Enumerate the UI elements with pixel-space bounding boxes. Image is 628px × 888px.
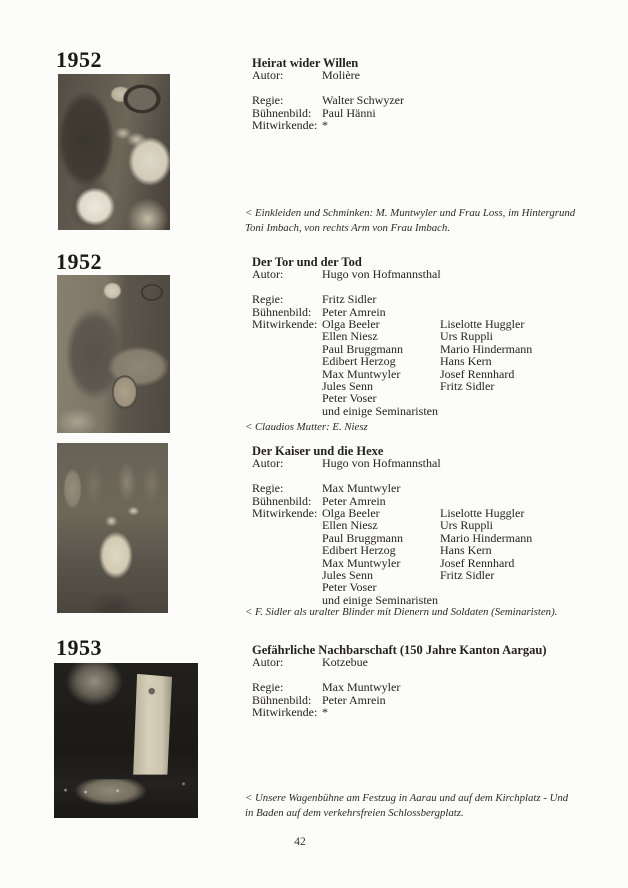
cast-column-2 (440, 318, 532, 417)
cast-member: Jules Senn (322, 379, 373, 394)
cast-member: Ellen Niesz (322, 518, 378, 533)
cast-row (252, 706, 628, 718)
cast-column-2 (440, 507, 532, 606)
caption-line: in Baden auf dem verkehrsfreien Schlossbergplatz. (245, 807, 464, 819)
photo-caption-1 (245, 206, 579, 236)
cast-member: Josef Rennhard (440, 366, 515, 381)
caption-line: < Unsere Wagenbühne am Festzug in Aarau und auf dem Kirchplatz - Und (245, 792, 569, 804)
cast-row (252, 318, 628, 417)
author-label: Autor: (252, 68, 284, 83)
spacer (252, 470, 628, 482)
cast-member: Paul Bruggmann (322, 530, 403, 545)
author-value: Hugo von Hofmannsthal (322, 267, 441, 282)
cast-member: Josef Rennhard (440, 555, 515, 570)
cast-member: Urs Ruppli (440, 518, 494, 533)
director-value: Fritz Sidler (322, 292, 377, 307)
director-value: Max Muntwyler (322, 680, 401, 695)
director-row (252, 293, 628, 305)
director-label: Regie: (252, 481, 284, 496)
author-row (252, 656, 628, 668)
caption-line: < F. Sidler als uralter Blinder mit Dienern und Soldaten (Seminaristen). (245, 606, 558, 618)
author-label: Autor: (252, 456, 284, 471)
cast-label: Mitwirkende: (252, 705, 318, 720)
cast-member: Olga Beeler (322, 317, 380, 332)
cast-member: Paul Bruggmann (322, 341, 403, 356)
cast-member: Hans Kern (440, 354, 492, 369)
author-value: Kotzebue (322, 655, 368, 670)
production-title: Heirat wider Willen (252, 56, 359, 70)
caption-line: < Einkleiden und Schminken: M. Muntwyler und Frau Loss, im Hintergrund (245, 207, 576, 219)
cast-member: Jules Senn (322, 568, 373, 583)
cast-member: Liselotte Huggler (440, 317, 525, 332)
stage-value: Peter Amrein (322, 692, 386, 707)
cast-label: Mitwirkende: (252, 118, 318, 133)
director-value: Max Muntwyler (322, 481, 401, 496)
photo-caption-3 (245, 605, 579, 620)
cast-member: Edibert Herzog (322, 354, 396, 369)
director-row (252, 482, 628, 494)
cast-row (252, 119, 628, 131)
cast-member: Urs Ruppli (440, 329, 494, 344)
photo-der-tor-und-der-tod (57, 275, 170, 433)
author-value: Hugo von Hofmannsthal (322, 456, 441, 471)
cast-column-1 (322, 507, 440, 606)
stage-label: Bühnenbild: (252, 692, 312, 707)
cast-member: Peter Voser (322, 391, 377, 406)
director-label: Regie: (252, 93, 284, 108)
production-block-3 (252, 445, 628, 606)
cast-row (252, 507, 628, 606)
cast-member: Hans Kern (440, 543, 492, 558)
cast-member: Mario Hindermann (440, 341, 533, 356)
author-label: Autor: (252, 655, 284, 670)
director-row (252, 681, 628, 693)
stage-label: Bühnenbild: (252, 493, 312, 508)
photo-gefaehrliche-nachbarschaft (54, 663, 198, 818)
author-row (252, 457, 628, 469)
stage-value: Peter Amrein (322, 493, 386, 508)
production-title: Gefährliche Nachbarschaft (150 Jahre Kanton Aargau) (252, 643, 547, 657)
year-heading-1952-b: 1952 (56, 249, 102, 274)
cast-note: * (322, 705, 328, 720)
spacer (252, 281, 628, 293)
spacer (252, 82, 628, 94)
director-label: Regie: (252, 680, 284, 695)
year-heading-1953: 1953 (56, 635, 102, 660)
cast-member: Max Muntwyler (322, 366, 401, 381)
director-row (252, 94, 628, 106)
author-value: Molière (322, 68, 360, 83)
page-number: 42 (294, 836, 306, 848)
production-block-1 (252, 57, 628, 131)
author-label: Autor: (252, 267, 284, 282)
production-block-2 (252, 256, 628, 417)
caption-line: < Claudios Mutter: E. Niesz (245, 421, 368, 433)
spacer (252, 669, 628, 681)
stage-value: Paul Hänni (322, 105, 376, 120)
cast-member: Ellen Niesz (322, 329, 378, 344)
stage-label: Bühnenbild: (252, 105, 312, 120)
cast-member: Liselotte Huggler (440, 506, 525, 521)
year-heading-1952-a: 1952 (56, 47, 102, 72)
cast-member: und einige Seminaristen (322, 592, 438, 607)
cast-label: Mitwirkende: (252, 317, 318, 332)
production-block-4 (252, 644, 628, 718)
cast-note: * (322, 118, 328, 133)
author-row (252, 69, 628, 81)
cast-member: Peter Voser (322, 580, 377, 595)
director-value: Walter Schwyzer (322, 93, 404, 108)
production-title: Der Kaiser und die Hexe (252, 444, 384, 458)
author-row (252, 268, 628, 280)
cast-member: Fritz Sidler (440, 568, 495, 583)
cast-member: Edibert Herzog (322, 543, 396, 558)
photo-caption-4 (245, 791, 579, 821)
photo-caption-2 (245, 420, 579, 435)
cast-member: und einige Seminaristen (322, 403, 438, 418)
stage-label: Bühnenbild: (252, 304, 312, 319)
cast-member: Max Muntwyler (322, 555, 401, 570)
director-label: Regie: (252, 292, 284, 307)
production-title: Der Tor und der Tod (252, 255, 362, 269)
photo-heirat-wider-willen (58, 74, 170, 230)
cast-member: Fritz Sidler (440, 379, 495, 394)
cast-member: Mario Hindermann (440, 530, 533, 545)
cast-member: Olga Beeler (322, 506, 380, 521)
caption-line: Toni Imbach, von rechts Arm von Frau Imbach. (245, 222, 451, 234)
cast-column-1 (322, 318, 440, 417)
cast-label: Mitwirkende: (252, 506, 318, 521)
stage-value: Peter Amrein (322, 304, 386, 319)
photo-der-kaiser-und-die-hexe (57, 443, 168, 613)
